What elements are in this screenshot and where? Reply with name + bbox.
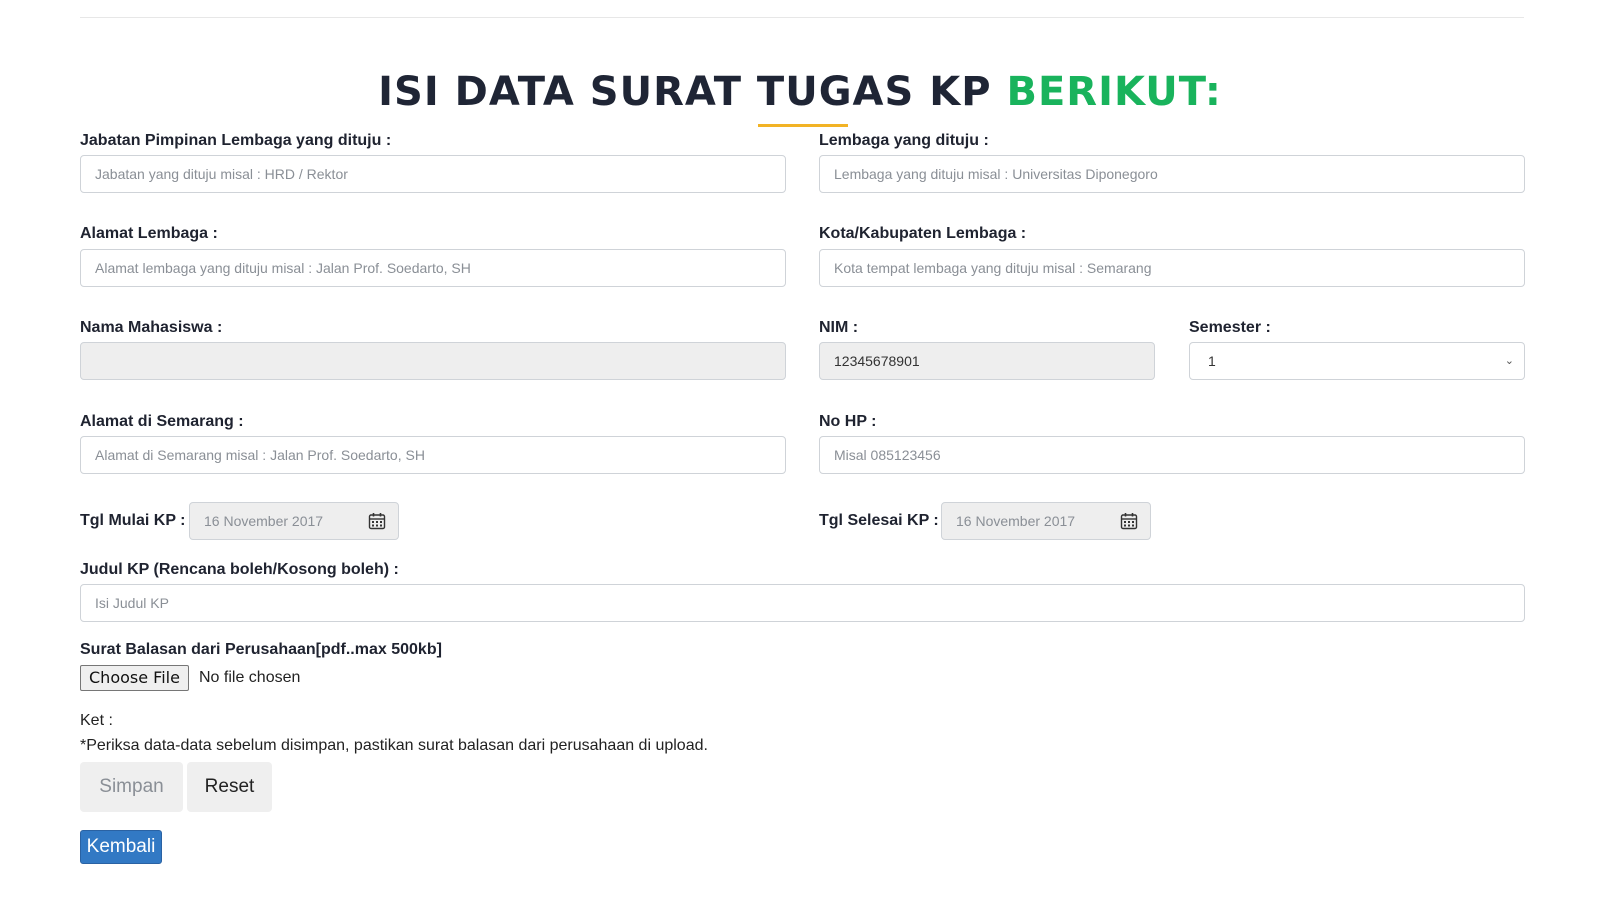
tgl-selesai-input[interactable] bbox=[941, 502, 1151, 540]
title-underline bbox=[758, 124, 848, 127]
kota-input[interactable] bbox=[819, 249, 1525, 287]
kota-label: Kota/Kabupaten Lembaga : bbox=[819, 225, 1027, 242]
page-title-main: ISI DATA SURAT TUGAS KP bbox=[378, 69, 992, 115]
alamat-semarang-label: Alamat di Semarang : bbox=[80, 413, 244, 430]
reset-button[interactable]: Reset bbox=[187, 762, 272, 812]
alamat-semarang-input[interactable] bbox=[80, 436, 786, 474]
tgl-selesai-value: 16 November 2017 bbox=[956, 513, 1076, 529]
nim-label: NIM : bbox=[819, 319, 859, 336]
tgl-mulai-input[interactable] bbox=[189, 502, 399, 540]
file-status: No file chosen bbox=[199, 669, 301, 686]
alamat-lembaga-label: Alamat Lembaga : bbox=[80, 225, 218, 242]
judul-input[interactable] bbox=[80, 584, 1525, 622]
no-hp-label: No HP : bbox=[819, 413, 877, 430]
semester-label: Semester : bbox=[1189, 319, 1271, 336]
jabatan-label: Jabatan Pimpinan Lembaga yang dituju : bbox=[80, 132, 392, 149]
choose-file-button[interactable]: Choose File bbox=[80, 665, 189, 691]
top-divider bbox=[80, 17, 1524, 18]
nim-input[interactable] bbox=[819, 342, 1155, 380]
back-button[interactable]: Kembali bbox=[80, 830, 162, 864]
chevron-down-icon: ⌄ bbox=[1504, 355, 1514, 367]
calendar-icon[interactable] bbox=[1120, 512, 1138, 530]
surat-label: Surat Balasan dari Perusahaan[pdf..max 500kb] bbox=[80, 641, 442, 658]
tgl-mulai-label: Tgl Mulai KP : bbox=[80, 512, 186, 529]
alamat-lembaga-input[interactable] bbox=[80, 249, 786, 287]
tgl-selesai-label: Tgl Selesai KP : bbox=[819, 512, 939, 529]
page-title-accent: BERIKUT: bbox=[1006, 69, 1222, 115]
calendar-icon[interactable] bbox=[368, 512, 386, 530]
lembaga-input[interactable] bbox=[819, 155, 1525, 193]
note-text: *Periksa data-data sebelum disimpan, pastikan surat balasan dari perusahaan di upload. bbox=[80, 737, 708, 754]
nama-input[interactable] bbox=[80, 342, 786, 380]
nama-label: Nama Mahasiswa : bbox=[80, 319, 223, 336]
semester-select[interactable] bbox=[1189, 342, 1525, 380]
page-title bbox=[0, 66, 1600, 118]
semester-selected: 1 bbox=[1208, 353, 1216, 369]
jabatan-input[interactable] bbox=[80, 155, 786, 193]
no-hp-input[interactable] bbox=[819, 436, 1525, 474]
ket-label: Ket : bbox=[80, 712, 113, 729]
lembaga-label: Lembaga yang dituju : bbox=[819, 132, 989, 149]
save-button[interactable]: Simpan bbox=[80, 762, 183, 812]
judul-label: Judul KP (Rencana boleh/Kosong boleh) : bbox=[80, 561, 399, 578]
tgl-mulai-value: 16 November 2017 bbox=[204, 513, 324, 529]
